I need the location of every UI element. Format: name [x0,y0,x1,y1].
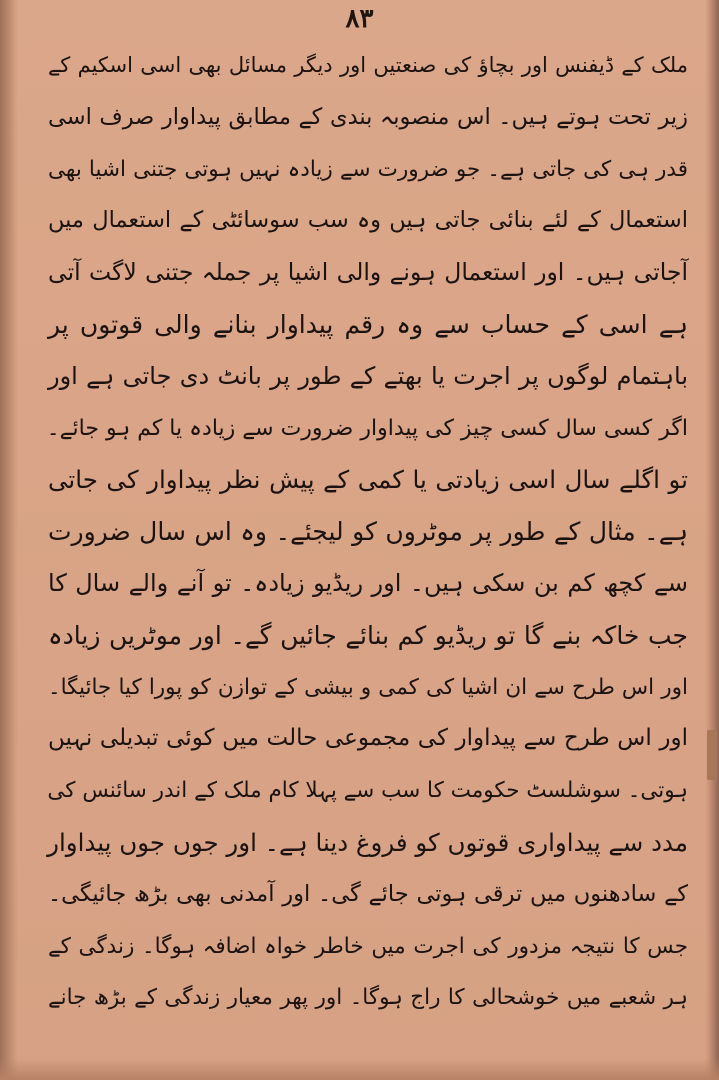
text-line: اور اس طرح سے پیداوار کی مجموعی حالت میں کوئی تبدیلی نہیں [48,725,688,752]
text-line: باہتمام لوگوں پر اجرت یا بھتے کے طور پر بانٹ دی جاتی ہے اور [48,361,688,390]
text-line: سے کچھ کم بن سکی ہیں۔ اور ریڈیو زیادہ۔ تو آنے والے سال کا [48,568,688,597]
text-line: اور اس طرح سے ان اشیا کی کمی و بیشی کے توازن کو پورا کیا جائیگا۔ [48,674,688,700]
text-line: قدر ہی کی جاتی ہے۔ جو ضرورت سے زیادہ نہیں ہوتی جتنی اشیا بھی [48,156,688,182]
binding-tab [707,730,717,780]
page-edge-bottom [0,1058,719,1080]
text-line: مدد سے پیداواری قوتوں کو فروغ دینا ہے۔ اور جوں جوں پیداوار [47,827,688,857]
text-line: تو اگلے سال اسی زیادتی یا کمی کے پیش نظر پیداوار کی جاتی [48,465,688,495]
text-line: ہے اسی کے حساب سے وہ رقم پیداوار بنانے والی قوتوں پر [48,309,688,339]
text-line: جس کا نتیجہ مزدور کی اجرت میں خاطر خواہ اضافہ ہوگا۔ زندگی کے [48,933,688,959]
page-edge-right [705,0,719,1080]
text-line: ملک کے ڈیفنس اور بچاؤ کی صنعتیں اور دیگر مسائل بھی اسی اسکیم کے [48,53,688,77]
text-line: استعمال کے لئے بنائی جاتی ہیں وہ سب سوسائٹی کے استعمال میں [48,207,688,234]
page-edge-left [0,0,18,1080]
text-line: زیر تحت ہوتے ہیں۔ اس منصوبہ بندی کے مطابق پیداوار صرف اسی [48,103,688,130]
text-line: ہر شعبے میں خوشحالی کا راج ہوگا۔ اور پھر معیار زندگی کے بڑھ جانے [48,985,688,1011]
text-line: ہوتی۔ سوشلسٹ حکومت کا سب سے پہلا کام ملک کے اندر سائنس کی [47,778,688,804]
page-number: ۸۳ [345,4,374,34]
text-line: اگر کسی سال کسی چیز کی پیداوار ضرورت سے زیادہ یا کم ہو جائے۔ [46,415,688,441]
text-line: جب خاکہ بنے گا تو ریڈیو کم بنائے جائیں گے۔ اور موٹریں زیادہ [48,620,688,650]
body-text [48,40,688,1024]
text-line: ہے۔ مثال کے طور پر موٹروں کو لیجئے۔ وہ اس سال ضرورت [48,517,688,547]
text-line: کے سادھنوں میں ترقی ہوتی جائے گی۔ اور آمدنی بھی بڑھ جائیگی۔ [48,880,688,907]
text-line: آجاتی ہیں۔ اور استعمال ہونے والی اشیا پر جملہ جتنی لاگت آتی [48,258,688,287]
